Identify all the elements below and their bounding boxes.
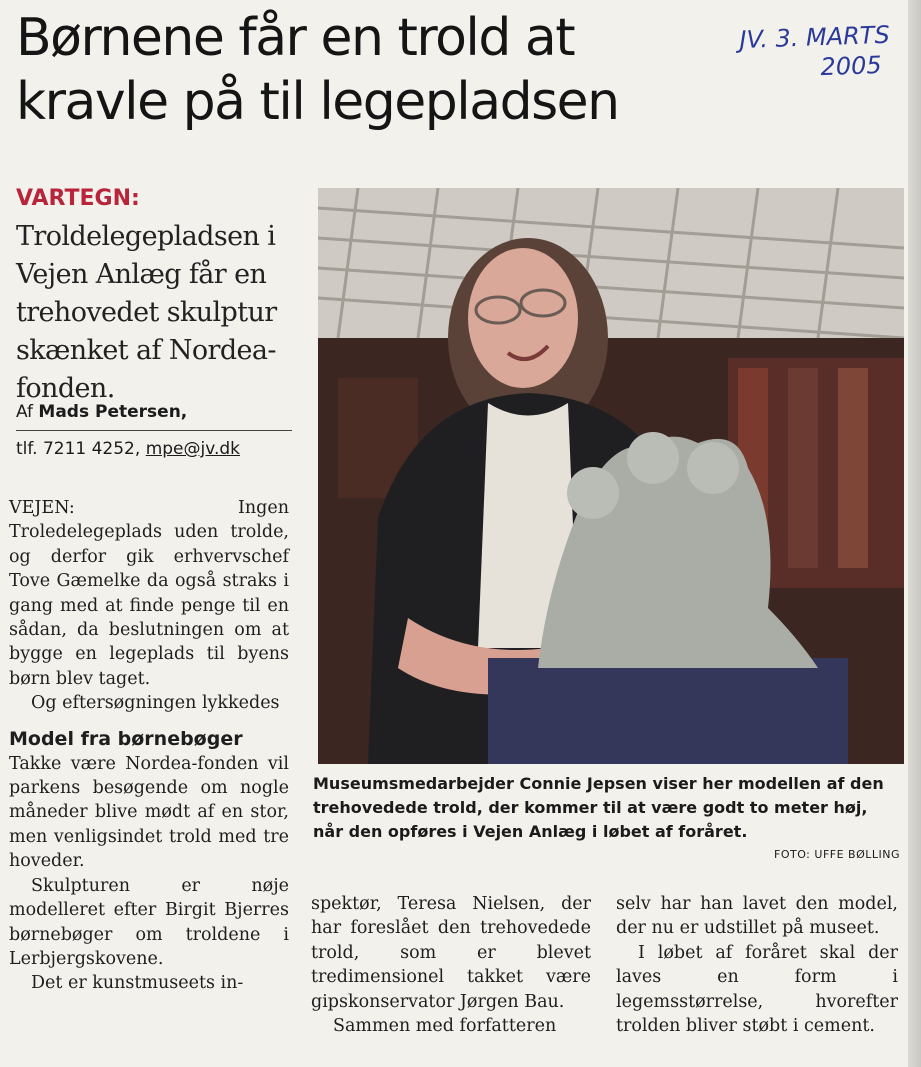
body-paragraph-3: Takke være Nordea-fonden vil parkens besøgende om nogle måneder blive mødt af en stor, men venligsindet trold med tre hoveder. (9, 753, 289, 872)
byline-prefix: Af (16, 402, 34, 422)
lead-paragraph (16, 178, 300, 408)
body-paragraph-4: Skulpturen er nøje modelleret efter Birgit Bjerres børnebøger om troldene i Lerbjergskovene. (9, 875, 289, 969)
article-photo (318, 188, 904, 764)
body-column-1 (9, 496, 289, 996)
byline-author: Mads Petersen, (38, 402, 188, 422)
body-col3-paragraph-b: I løbet af foråret skal der laves en form i legemsstørrelse, hvorefter trolden bliver støbt i cement. (616, 942, 898, 1037)
body-paragraph-2: Og eftersøgningen lykkedes (31, 693, 280, 714)
byline-email[interactable]: mpe@jv.dk (145, 439, 241, 459)
page-edge (908, 0, 921, 1067)
body-col2-paragraph-b: Sammen med forfatteren (333, 1016, 557, 1037)
byline (16, 398, 292, 463)
photo-illustration (318, 188, 904, 764)
body-paragraph-1: VEJEN: Ingen Troledelegeplads uden trolde, og derfor gik erhvervschef Tove Gæmelke da også straks i gang med at finde penge til en sådan, da beslutningen om at bygge en legeplads til byens børn blev taget. (9, 498, 289, 689)
lead-kicker: VARTEGN: (16, 186, 140, 211)
lead-text: Troldelegepladsen i Vejen Anlæg får en trehovedet skulptur skænket af Nordea-fonden. (16, 221, 277, 404)
body-column-2 (311, 892, 591, 1038)
photo-caption: Museumsmedarbejder Connie Jepsen viser her modellen af den trehovedede trold, der kommer til at være godt to meter høj, når den opføres i Vejen Anlæg i løbet af foråret. (313, 774, 884, 841)
stamp-line-1: JV. 3. MARTS (739, 20, 891, 54)
body-column-3 (616, 892, 898, 1038)
body-col2-paragraph: spektør, Teresa Nielsen, der har foreslået den trehovedede trold, som er blevet tredimensionel takket være gipskonservator Jørgen Bau. (311, 894, 591, 1012)
stamp-line-2: 2005 (820, 51, 883, 82)
body-paragraph-5: Det er kunstmuseets in- (31, 973, 244, 994)
body-col3-paragraph: selv har han lavet den model, der nu er udstillet på museet. (616, 894, 898, 939)
subheading: Model fra børnebøger (9, 727, 243, 750)
photo-credit: FOTO: UFFE BØLLING (774, 848, 900, 861)
byline-phone: tlf. 7211 4252, (16, 439, 141, 459)
handwritten-date-stamp (739, 19, 911, 85)
headline: Børnene får en trold at kravle på til legepladsen (16, 8, 619, 132)
